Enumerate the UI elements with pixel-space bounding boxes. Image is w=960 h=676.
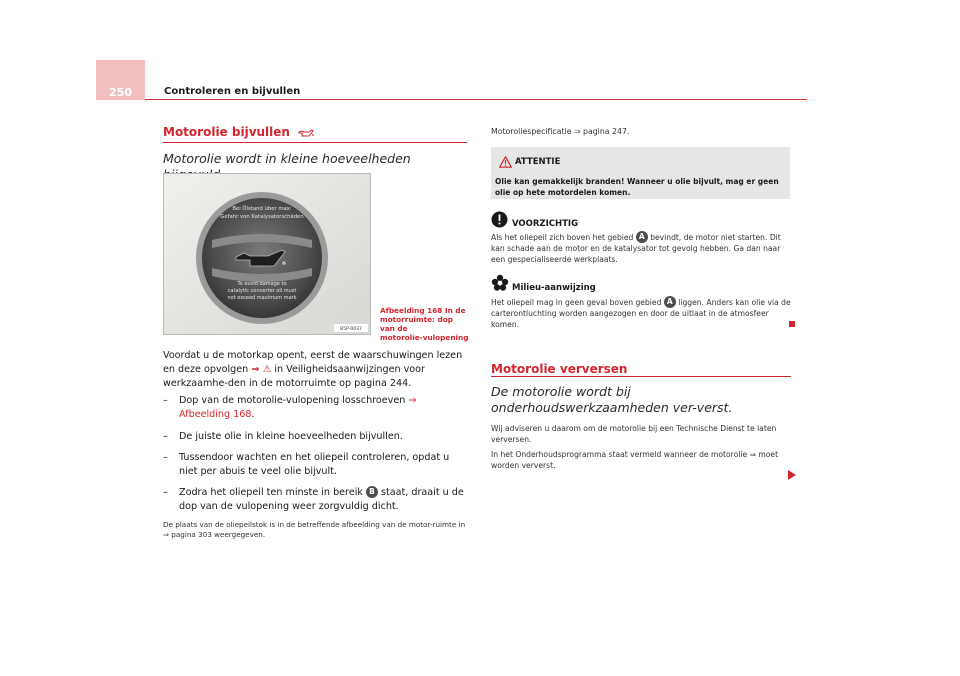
section-title-text: Motorolie bijvullen <box>163 125 290 139</box>
environment-text-part: Het oliepeil mag in geen geval boven gebied <box>491 298 664 307</box>
figure-code: B5P-0037 <box>340 327 362 332</box>
step-text: staat, draait u de dop van de vulopening weer zorgvuldig dicht. <box>179 487 464 512</box>
figure-caption <box>380 306 470 342</box>
intro-text: Voordat u de motorkap opent, eerst de waarschuwingen lezen en deze opvolgen <box>163 350 463 375</box>
paragraph: Wij adviseren u daarom om de motorolie bij een Technische Dienst te laten verversen. <box>491 424 777 444</box>
caution-exclamation-icon <box>491 211 508 232</box>
environment-flower-icon <box>491 274 509 296</box>
step-text: Dop van de motorolie-vulopening losschroeven <box>179 395 409 406</box>
page-number: 250 <box>109 86 132 99</box>
area-a-badge: A <box>636 231 648 243</box>
caution-text <box>491 231 791 265</box>
intro-paragraph <box>163 349 469 391</box>
figure-reference-link[interactable]: ⇒ Afbeelding 168 <box>179 395 417 420</box>
warning-triangle-icon <box>499 153 512 172</box>
oil-change-text <box>491 423 791 475</box>
section-end-marker <box>789 321 795 327</box>
area-a-badge: A <box>664 296 676 308</box>
figure-caption-line: motorolie-vulopening <box>380 333 469 342</box>
continue-arrow-icon <box>788 465 796 484</box>
cap-text-bottom-line3: not exceed maximum mark <box>227 295 297 301</box>
caution-title: VOORZICHTIG <box>512 219 579 229</box>
oil-can-icon <box>298 127 314 141</box>
list-item <box>163 486 469 514</box>
section-title-oil-change: Motorolie verversen <box>491 362 628 376</box>
list-item <box>163 394 469 422</box>
paragraph: In het Onderhoudsprogramma staat vermeld wanneer de motorolie ⇒ moet worden ververst. <box>491 450 779 470</box>
header-rule <box>145 99 807 100</box>
step-text: Zodra het oliepeil ten minste in bereik <box>179 487 366 498</box>
section-subtitle: De motorolie wordt bij onderhoudswerkzaamheden ver-verst. <box>491 384 733 415</box>
running-title: Controleren en bijvullen <box>164 86 301 97</box>
environment-text-part: liggen. Anders kan olie via de carterontluchting worden aangezogen en door de uitlaat in de atmosfeer komen. <box>491 298 791 329</box>
list-dash: – <box>163 452 168 463</box>
cap-text-bottom-line1: To avoid damage to <box>237 281 287 287</box>
warning-reference-link[interactable]: ⇒ ⚠ <box>251 364 272 375</box>
step-text-end: . <box>251 409 255 420</box>
step-text: De juiste olie in kleine hoeveelheden bijvullen. <box>179 431 403 442</box>
attention-text: Olie kan gemakkelijk branden! Wanneer u olie bijvult, mag er geen olie op hete motordelen komen. <box>495 177 779 197</box>
list-dash: – <box>163 487 168 498</box>
area-b-badge: B <box>366 486 378 498</box>
attention-title: ATTENTIE <box>515 157 561 167</box>
section-title-rule <box>491 376 791 377</box>
intro-text: in Veiligheidsaanwijzingen voor werkzaamhe-den in de motorruimte op pagina 244. <box>163 364 425 389</box>
section-title-oil-refill <box>163 125 314 141</box>
list-item <box>163 451 469 479</box>
environment-text <box>491 296 791 330</box>
list-dash: – <box>163 431 168 442</box>
oil-cap-figure <box>163 173 371 335</box>
caution-text-part: Als het oliepeil zich boven het gebied <box>491 233 636 242</box>
footnote: De plaats van de oliepeilstok is in de betreffende afbeelding van de motor-ruimte in ⇒ pagina 303 weergegeven. <box>163 520 466 539</box>
cap-text-bottom-line2: catalytic converter oil must <box>227 288 297 294</box>
environment-title: Milieu-aanwijzing <box>512 283 596 293</box>
list-dash: – <box>163 395 168 406</box>
figure-caption-line: Afbeelding 168 In de <box>380 306 466 315</box>
figure-caption-line: motorruimte: dop van de <box>380 315 453 333</box>
section-subtitle: Motorolie wordt in kleine hoeveelheden <box>163 151 411 166</box>
step-text: Tussendoor wachten en het oliepeil controleren, opdat u niet per abuis te veel olie bijvult. <box>179 452 450 477</box>
section-title-rule <box>163 142 467 143</box>
cap-text-top-line1: Bei Ölstand über max: <box>232 206 292 212</box>
caution-text-part: bevindt, de motor niet starten. Dit kan schade aan de motor en de katalysator tot gevolg hebben. Ga dan naar een gespecialiseerde werkplaats. <box>491 233 781 264</box>
list-item <box>163 430 469 444</box>
cap-text-top-line2: Gefahr von Katalysatorschäden <box>220 214 304 220</box>
oil-spec-reference: Motoroliespecificatie ⇒ pagina 247. <box>491 127 630 136</box>
